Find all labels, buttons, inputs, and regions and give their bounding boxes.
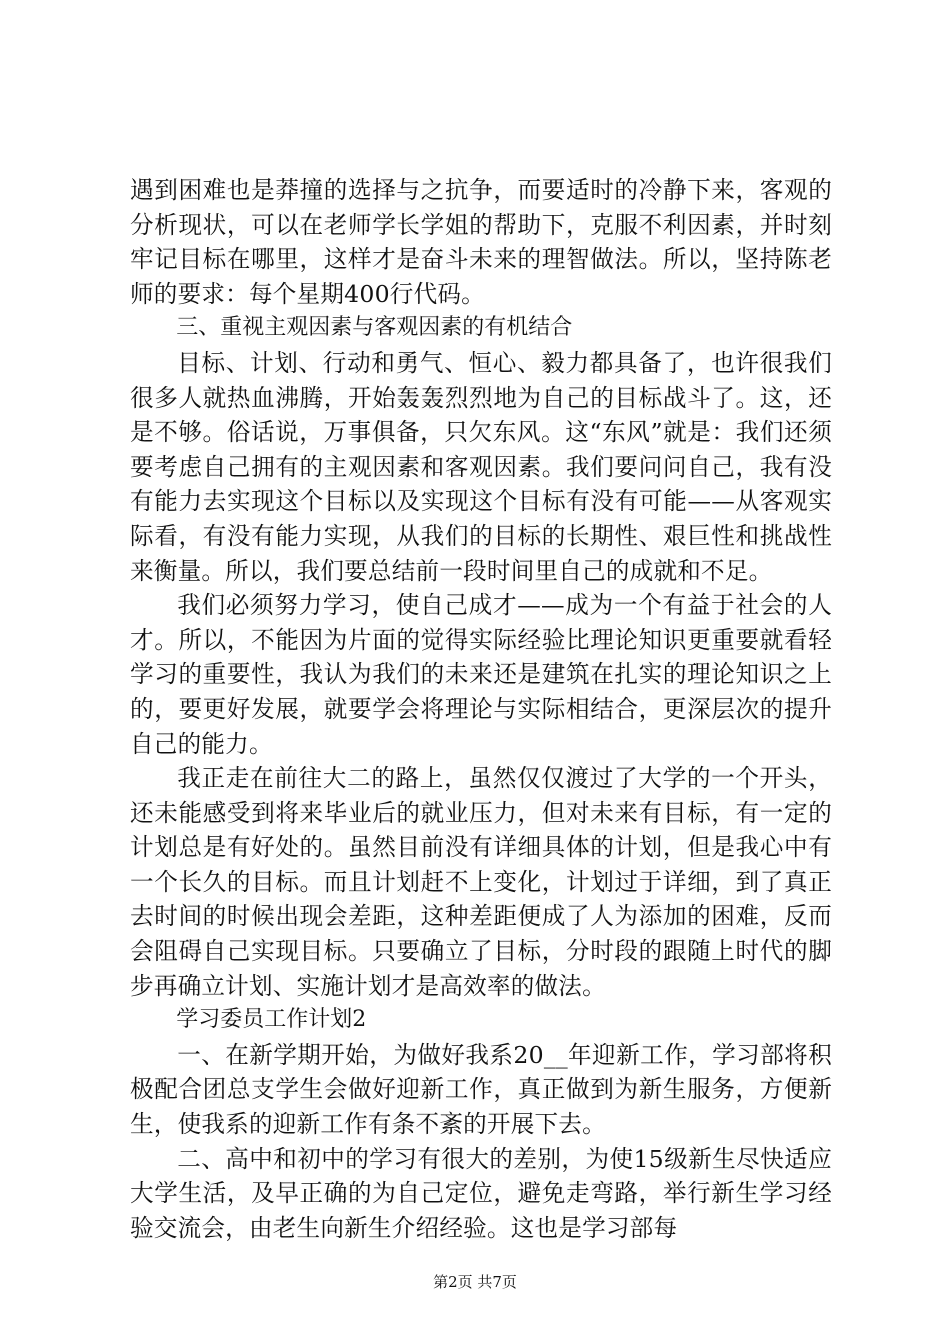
paragraph: 我正走在前往大二的路上，虽然仅仅渡过了大学的一个开头，还未能感受到将来毕业后的就业压力，但对未来有目标，有一定的计划总是有好处的。虽然目前没有详细具体的计划，但是我心中有一个长久的目标。而且计划赶不上变化，计划过于详细，到了真正去时间的时候出现会差距，这种差距便成了人为添加的困难，反而会阻碍自己实现目标。只要确立了目标，分时段的跟随上时代的脚步再确立计划、实施计划才是高效率的做法。 bbox=[130, 764, 832, 1000]
page-footer bbox=[0, 1271, 950, 1292]
paragraph: 我们必须努力学习，使自己成才——成为一个有益于社会的人才。所以，不能因为片面的觉得实际经验比理论知识更重要就看轻学习的重要性，我认为我们的未来还是建筑在扎实的理论知识之上的，要更好发展，就要学会将理论与实际相结合，更深层次的提升自己的能力。 bbox=[130, 591, 832, 758]
section-heading: 三、重视主观因素与客观因素的有机结合 bbox=[176, 315, 573, 341]
page-number: 第2页 共7页 bbox=[433, 1273, 517, 1291]
document-body bbox=[130, 173, 832, 1245]
paragraph: 目标、计划、行动和勇气、恒心、毅力都具备了，也许很我们很多人就热血沸腾，开始轰轰烈烈地为自己的目标战斗了。这，还是不够。俗话说，万事俱备，只欠东风。这“东风”就是：我们还须要考虑自己拥有的主观因素和客观因素。我们要问问自己，我有没有能力去实现这个目标以及实现这个目标有没有可能——从客观实际看，有没有能力实现，从我们的目标的长期性、艰巨性和挑战性来衡量。所以，我们要总结前一段时间里自己的成就和不足。 bbox=[130, 348, 832, 585]
paragraph-continuation: 遇到困难也是莽撞的选择与之抗争，而要适时的冷静下来，客观的分析现状，可以在老师学长学姐的帮助下，克服不利因素，并时刻牢记目标在哪里，这样才是奋斗未来的理智做法。所以，坚持陈老师的要求：每个星期400行代码。 bbox=[130, 176, 832, 308]
plan-title: 学习委员工作计划2 bbox=[176, 1007, 367, 1033]
paragraph: 一、在新学期开始，为做好我系20__年迎新工作，学习部将积极配合团总支学生会做好迎新工作，真正做到为新生服务，方便新生，使我系的迎新工作有条不紊的开展下去。 bbox=[130, 1040, 832, 1139]
paragraph: 二、高中和初中的学习有很大的差别，为使15级新生尽快适应大学生活，及早正确的为自己定位，避免走弯路，举行新生学习经验交流会，由老生向新生介绍经验。这也是学习部每 bbox=[130, 1144, 832, 1242]
